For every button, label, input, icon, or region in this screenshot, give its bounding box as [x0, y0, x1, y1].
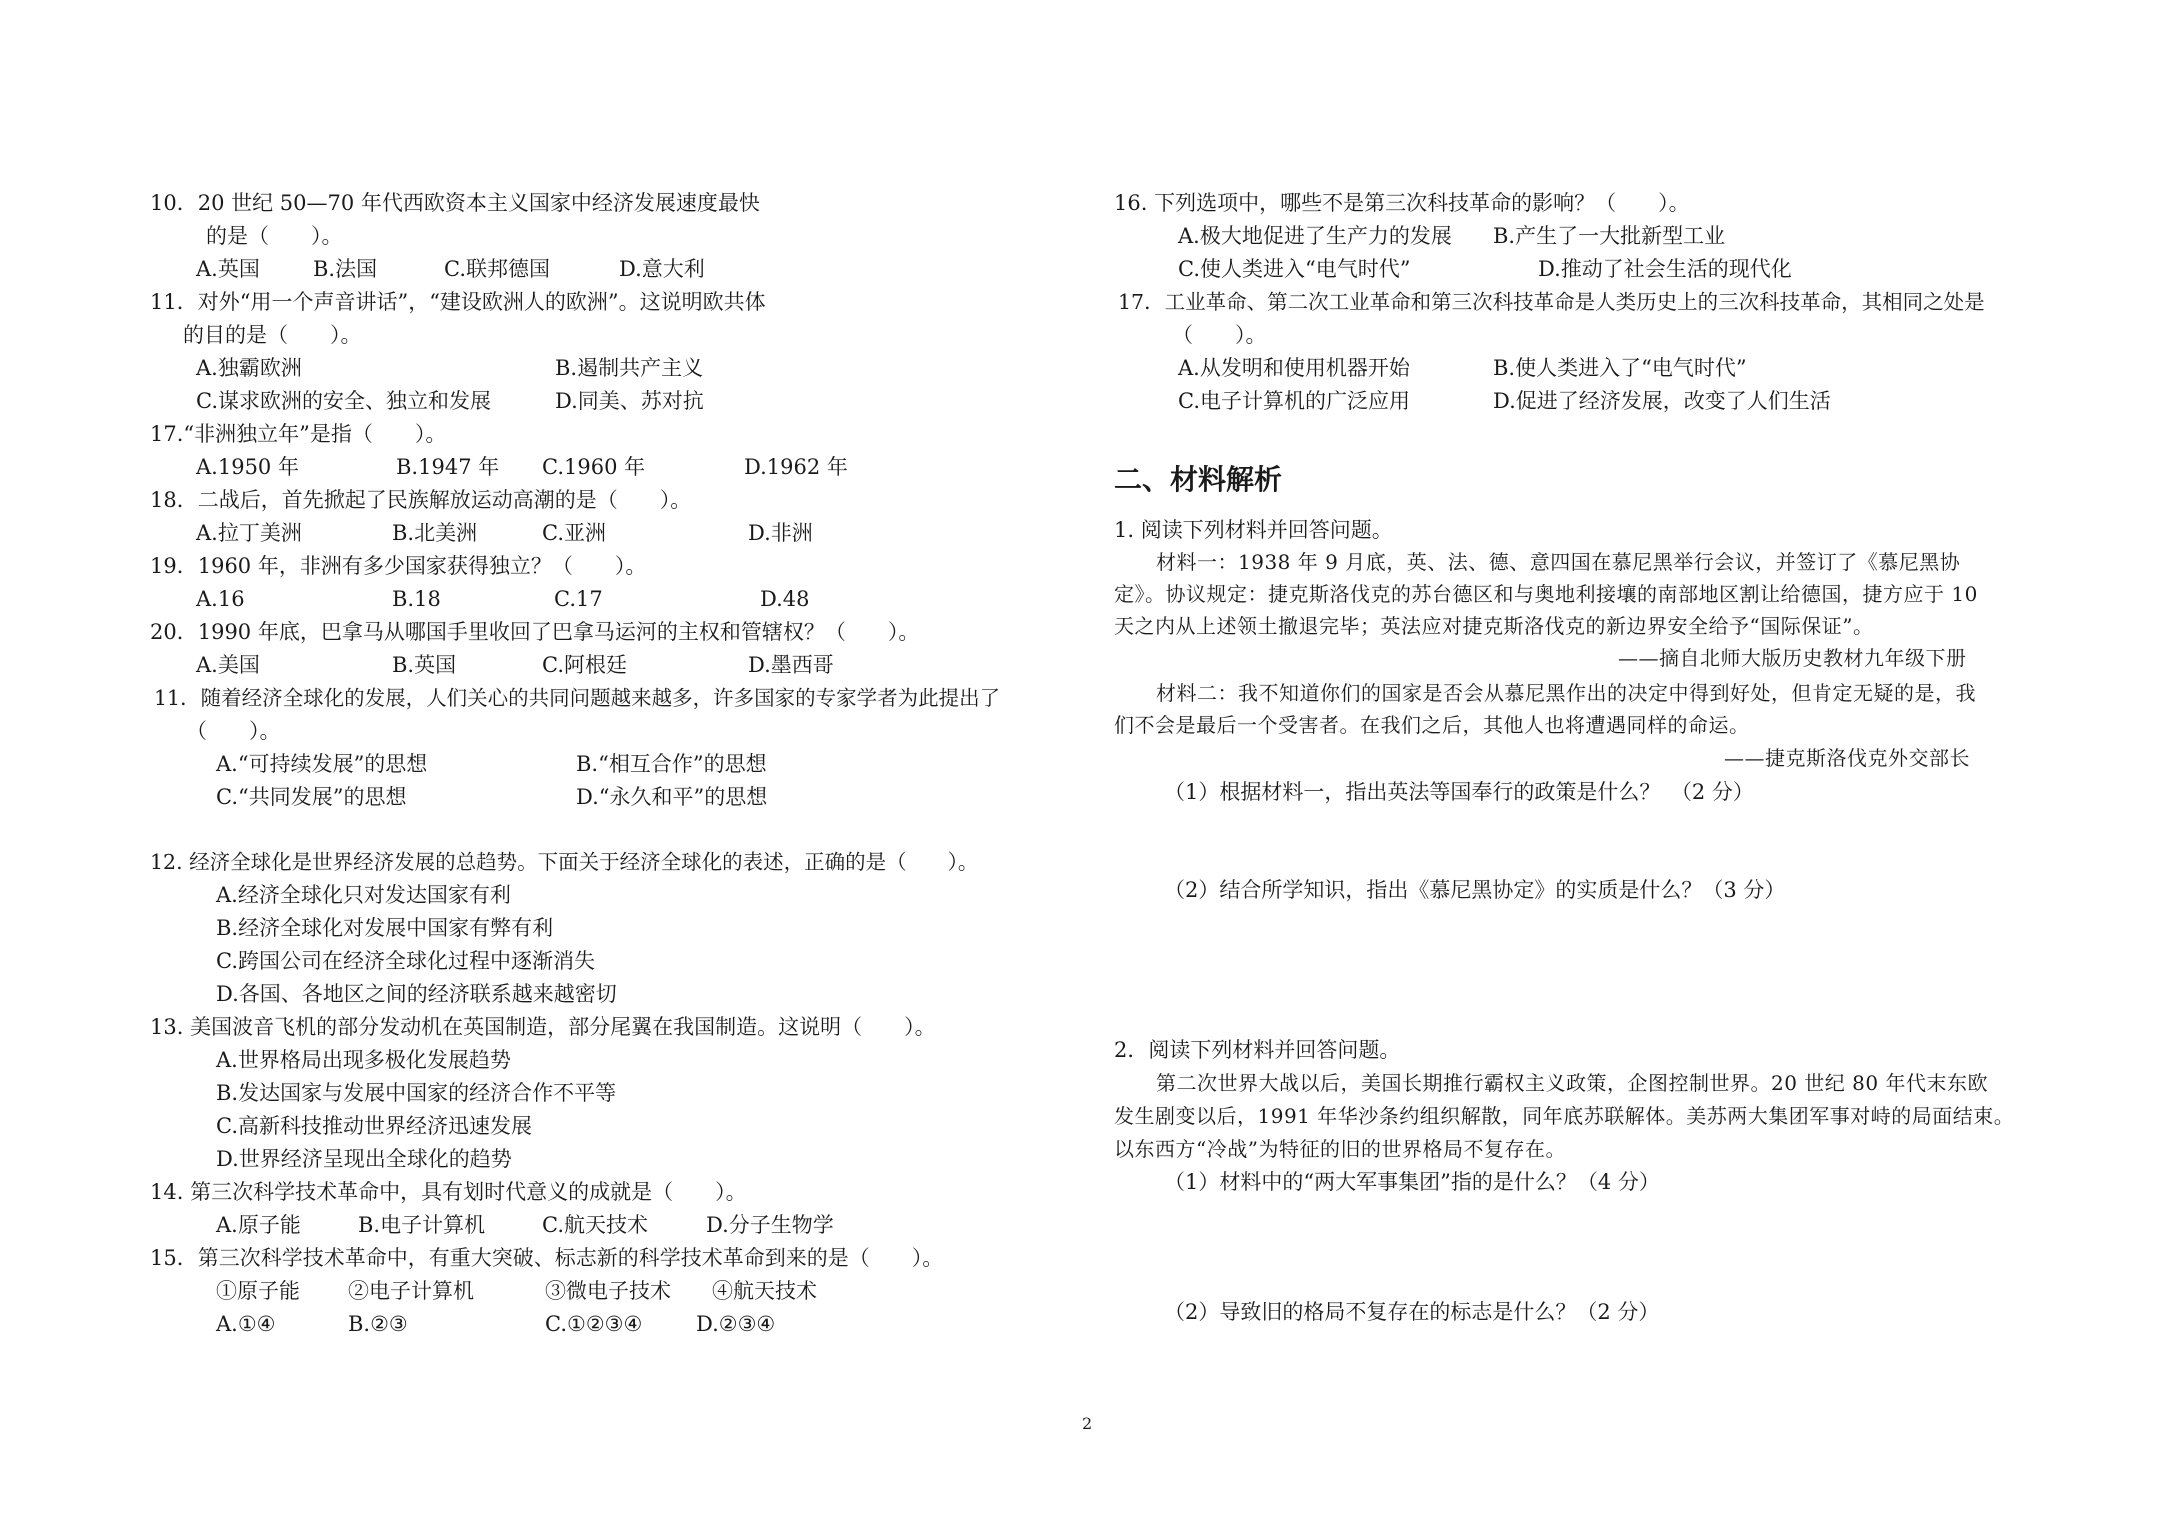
q14-option-a: A.原子能 [216, 1213, 301, 1237]
q11a-option-a: A.独霸欧洲 [196, 356, 302, 380]
m1-material1-line2: 定》。协议规定：捷克斯洛伐克的苏台德区和与奥地利接壤的南部地区割让给德国，捷方应于 10 [1114, 582, 1978, 606]
q17r-option-c: C.电子计算机的广泛应用 [1178, 389, 1410, 413]
m1-material1-line1: 材料一：1938 年 9 月底，英、法、德、意四国在慕尼黑举行会议，并签订了《慕尼黑协 [1156, 550, 1961, 574]
q11a-option-c: C.谋求欧洲的安全、独立和发展 [196, 389, 491, 413]
q20-option-c: C.阿根廷 [542, 653, 627, 677]
q14-stem: 14. 第三次科学技术革命中，具有划时代意义的成就是（ ）。 [150, 1180, 747, 1204]
q11a-option-d: D.同美、苏对抗 [555, 389, 704, 413]
m1-question-1: （1）根据材料一，指出英法等国奉行的政策是什么？ （2 分） [1164, 780, 1754, 804]
q12-stem: 12. 经济全球化是世界经济发展的总趋势。下面关于经济全球化的表述，正确的是（ ）。 [150, 850, 979, 874]
q17-stem: 17.“非洲独立年”是指（ ）。 [150, 422, 447, 446]
m1-intro: 1. 阅读下列材料并回答问题。 [1114, 518, 1393, 542]
q13-option-a: A.世界格局出现多极化发展趋势 [216, 1048, 511, 1072]
q19-option-a: A.16 [196, 587, 245, 611]
q19-option-d: D.48 [760, 587, 810, 611]
q10-stem-cont: 的是（ ）。 [206, 224, 343, 248]
q17r-stem-cont: （ ）。 [1172, 323, 1267, 347]
m1-material2-source: ——捷克斯洛伐克外交部长 [1724, 746, 1970, 770]
q17-option-c: C.1960 年 [542, 455, 646, 479]
q11a-stem-cont: 的目的是（ ）。 [183, 323, 362, 347]
q18-stem: 18．二战后，首先掀起了民族解放运动高潮的是（ ）。 [150, 488, 692, 512]
q17r-option-b: B.使人类进入了“电气时代” [1493, 356, 1747, 380]
q13-option-c: C.高新科技推动世界经济迅速发展 [216, 1114, 532, 1138]
q18-option-b: B.北美洲 [392, 521, 478, 545]
q19-option-b: B.18 [392, 587, 441, 611]
m2-text-line1: 第二次世界大战以后，美国长期推行霸权主义政策，企图控制世界。20 世纪 80 年代末东欧 [1156, 1071, 1988, 1095]
q12-option-d: D.各国、各地区之间的经济联系越来越密切 [216, 982, 617, 1006]
section-title: 二、材料解析 [1114, 463, 1283, 496]
q20-option-d: D.墨西哥 [748, 653, 834, 677]
m2-intro: 2．阅读下列材料并回答问题。 [1114, 1038, 1401, 1062]
q17-option-b: B.1947 年 [396, 455, 500, 479]
q15-item-1: ①原子能 [216, 1279, 300, 1303]
q11b-option-c: C.“共同发展”的思想 [216, 785, 407, 809]
q15-item-3: ③微电子技术 [545, 1279, 671, 1303]
q13-option-b: B.发达国家与发展中国家的经济合作不平等 [216, 1081, 617, 1105]
q10-option-a: A.英国 [196, 257, 260, 281]
q16-option-a: A.极大地促进了生产力的发展 [1178, 224, 1452, 248]
q20-option-b: B.英国 [392, 653, 457, 677]
q16-option-c: C.使人类进入“电气时代” [1178, 257, 1411, 281]
q15-option-a: A.①④ [216, 1312, 276, 1336]
q10-option-c: C.联邦德国 [444, 257, 550, 281]
q11a-option-b: B.遏制共产主义 [555, 356, 704, 380]
q10-option-d: D.意大利 [619, 257, 705, 281]
q11b-stem: 11．随着经济全球化的发展，人们关心的共同问题越来越多，许多国家的专家学者为此提出了 [154, 686, 1001, 710]
q19-stem: 19．1960 年，非洲有多少国家获得独立？（ ）。 [150, 554, 647, 578]
q12-option-c: C.跨国公司在经济全球化过程中逐渐消失 [216, 949, 595, 973]
q15-stem: 15．第三次科学技术革命中，有重大突破、标志新的科学技术革命到来的是（ ）。 [150, 1246, 944, 1270]
m1-material2-line1: 材料二：我不知道你们的国家是否会从慕尼黑作出的决定中得到好处，但肯定无疑的是，我 [1156, 681, 1976, 705]
m1-question-2: （2）结合所学知识，指出《慕尼黑协定》的实质是什么？（3 分） [1164, 878, 1786, 902]
q15-option-d: D.②③④ [696, 1312, 776, 1336]
q18-option-a: A.拉丁美洲 [196, 521, 302, 545]
m2-question-2: （2）导致旧的格局不复存在的标志是什么？（2 分） [1164, 1300, 1660, 1324]
q10-stem: 10．20 世纪 50—70 年代西欧资本主义国家中经济发展速度最快 [150, 191, 760, 215]
q10-option-b: B.法国 [313, 257, 378, 281]
q20-option-a: A.美国 [196, 653, 260, 677]
page-number: 2 [1082, 1414, 1093, 1433]
q16-option-b: B.产生了一大批新型工业 [1493, 224, 1726, 248]
m2-question-1: （1）材料中的“两大军事集团”指的是什么？（4 分） [1164, 1170, 1660, 1194]
q15-option-b: B.②③ [348, 1312, 408, 1336]
q11a-stem: 11．对外“用一个声音讲话”，“建设欧洲人的欧洲”。这说明欧共体 [150, 290, 766, 314]
q11b-option-d: D.“永久和平”的思想 [576, 785, 768, 809]
q18-option-d: D.非洲 [748, 521, 813, 545]
q17-option-d: D.1962 年 [744, 455, 848, 479]
q17r-option-d: D.促进了经济发展，改变了人们生活 [1493, 389, 1831, 413]
m1-material1-line3: 天之内从上述领土撤退完毕；英法应对捷克斯洛伐克的新边界安全给予“国际保证”。 [1114, 614, 1874, 638]
q14-option-c: C.航天技术 [542, 1213, 648, 1237]
m2-text-line2: 发生剧变以后，1991 年华沙条约组织解散，同年底苏联解体。美苏两大集团军事对峙的局面结束。 [1114, 1104, 2015, 1128]
q14-option-d: D.分子生物学 [706, 1213, 834, 1237]
q13-stem: 13. 美国波音飞机的部分发动机在英国制造，部分尾翼在我国制造。这说明（ ）。 [150, 1015, 936, 1039]
q15-item-4: ④航天技术 [712, 1279, 817, 1303]
q12-option-a: A.经济全球化只对发达国家有利 [216, 883, 511, 907]
q17r-stem: 17．工业革命、第二次工业革命和第三次科技革命是人类历史上的三次科技革命，其相同之处是 [1118, 290, 1985, 314]
q16-option-d: D.推动了社会生活的现代化 [1538, 257, 1792, 281]
q16-stem: 16. 下列选项中，哪些不是第三次科技革命的影响？（ ）。 [1114, 191, 1690, 215]
q11b-stem-cont: （ ）。 [186, 719, 281, 743]
q20-stem: 20．1990 年底，巴拿马从哪国手里收回了巴拿马运河的主权和管辖权？（ ）。 [150, 620, 920, 644]
q17-option-a: A.1950 年 [196, 455, 299, 479]
m1-material2-line2: 们不会是最后一个受害者。在我们之后，其他人也将遭遇同样的命运。 [1114, 713, 1750, 737]
q15-option-c: C.①②③④ [545, 1312, 643, 1336]
q12-option-b: B.经济全球化对发展中国家有弊有利 [216, 916, 554, 940]
q13-option-d: D.世界经济呈现出全球化的趋势 [216, 1147, 512, 1171]
m2-text-line3: 以东西方“冷战”为特征的旧的世界格局不复存在。 [1114, 1137, 1566, 1161]
q15-item-2: ②电子计算机 [348, 1279, 474, 1303]
m1-material1-source: ——摘自北师大版历史教材九年级下册 [1618, 646, 1967, 670]
q18-option-c: C.亚洲 [542, 521, 606, 545]
q11b-option-a: A.“可持续发展”的思想 [216, 752, 428, 776]
q11b-option-b: B.“相互合作”的思想 [576, 752, 767, 776]
q14-option-b: B.电子计算机 [358, 1213, 486, 1237]
q19-option-c: C.17 [554, 587, 603, 611]
q17r-option-a: A.从发明和使用机器开始 [1178, 356, 1410, 380]
